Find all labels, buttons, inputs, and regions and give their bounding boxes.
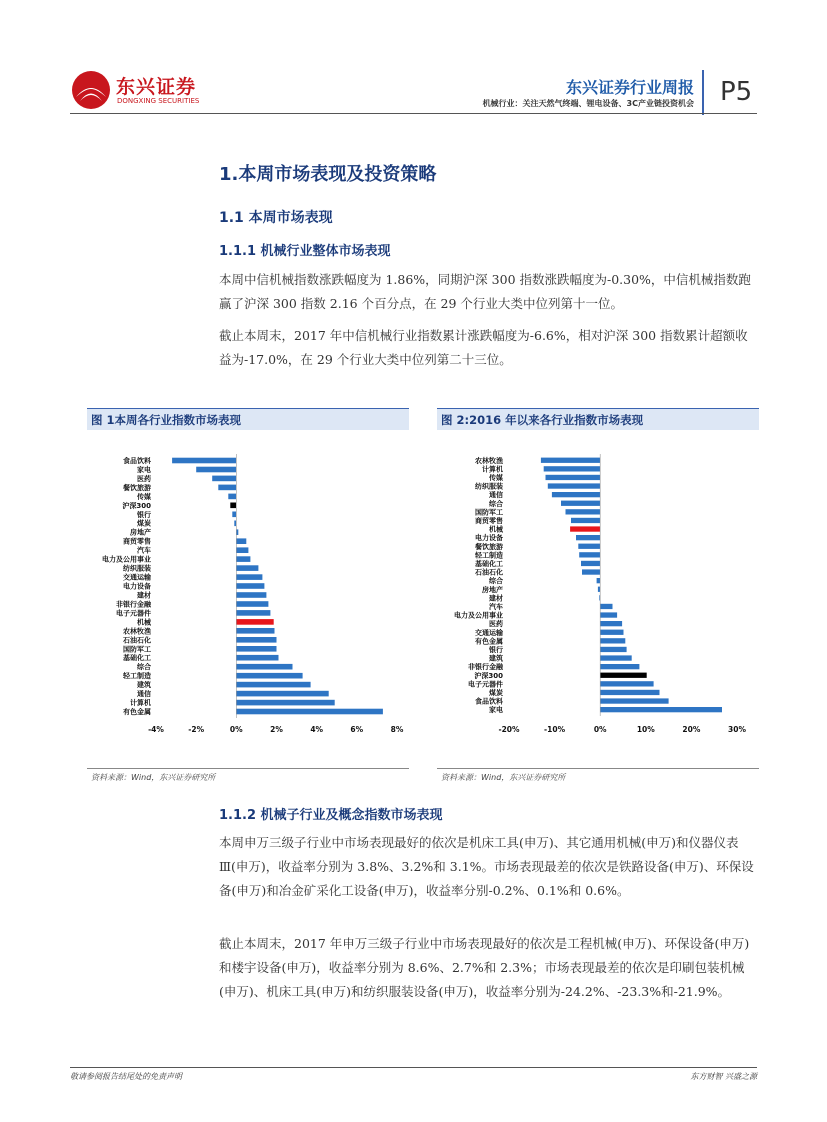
bar-29 [236,709,383,715]
bar-9 [570,526,600,531]
bar-18 [236,610,270,616]
bar-1 [541,458,600,463]
report-title: 东兴证券行业周报 [565,78,694,97]
category-label-2: 计算机 [482,465,503,474]
category-label-21: 石油石化 [123,636,151,645]
paragraph-3: 本周申万三级子行业中市场表现最好的依次是机床工具(申万)、其它通用机械(申万)和仪器仪表Ⅲ(申万)，收益率分别为 3.8%、3.2%和 3.1%。市场表现最差的依次是铁路设备(申万)、环保设备(申万)和冶金矿采化工设备(申万)，收益率分别-0.2%、0.1%和 0.6%。 [219,835,754,898]
paragraph-1: 本周中信机械指数涨跌幅度为 1.86%，同期沪深 300 指数涨跌幅度为-0.30%，中信机械指数跑赢了沪深 300 指数 2.16 个百分点，在 29 个行业大类中位列第十一位。 [219,272,751,311]
category-label-6: 综合 [489,499,503,508]
category-label-19: 电力及公用事业 [454,611,503,620]
x-tick-label-1: -4% [148,725,164,734]
figure-1-title: 图 1本周各行业指数市场表现 [91,413,242,427]
category-label-16: 房地产 [482,585,503,594]
report-subtitle: 机械行业：关注天然气终端、锂电设备、3C产业链投资机会 [482,99,694,108]
bar-27 [600,681,653,686]
logo-text: 东兴证券 [116,76,197,98]
category-label-22: 国防军工 [123,645,151,654]
x-tick-label-7: 8% [390,725,404,734]
logo-emblem-icon [70,70,112,110]
category-label-27: 电子元器件 [468,680,503,689]
category-label-15: 电力设备 [123,582,151,591]
category-label-9: 机械 [489,525,503,534]
header-rule [70,113,757,114]
bar-15 [236,583,264,589]
category-label-2: 家电 [137,465,151,474]
bar-13 [581,561,600,566]
sub-subsection-heading-1: 1.1.1 机械行业整体市场表现 [219,244,391,259]
x-tick-label-2: -10% [544,725,566,734]
bar-24 [236,664,292,670]
bar-23 [600,647,626,652]
footer-disclaimer: 敬请参阅报告结尾处的免责声明 [70,1072,182,1081]
category-label-22: 有色金属 [475,637,503,646]
category-label-17: 非银行金融 [116,600,151,609]
bar-20 [236,628,274,634]
figure-1-source-rule [87,768,409,769]
category-label-14: 交通运输 [123,573,151,582]
category-label-13: 基础化工 [475,560,503,568]
category-label-20: 医药 [489,620,503,629]
bar-12 [579,552,600,557]
category-label-30: 家电 [489,706,503,715]
bar-5 [552,492,600,497]
bar-8 [571,518,600,523]
x-tick-label-4: 10% [636,725,655,734]
category-label-12: 电力及公用事业 [102,555,151,564]
figure-2-source: 资料来源：Wind，东兴证券研究所 [441,773,566,782]
figure-2-source-rule [437,768,759,769]
bar-22 [236,646,276,652]
bar-21 [600,630,623,635]
chart-1 [87,440,409,740]
bar-10 [576,535,600,540]
category-label-28: 煤炭 [489,689,503,697]
category-label-12: 轻工制造 [475,551,503,560]
figure-1-source: 资料来源：Wind，东兴证券研究所 [91,773,216,782]
x-tick-label-6: 30% [728,725,746,734]
bar-3 [212,476,236,482]
bar-4 [218,485,236,491]
category-label-10: 电力设备 [475,534,503,543]
bar-6 [561,501,600,506]
category-label-6: 沪深300 [122,501,151,510]
category-label-21: 交通运输 [475,628,503,637]
category-label-11: 餐饮旅游 [475,542,503,551]
x-tick-label-1: -20% [498,725,520,734]
category-label-29: 食品饮料 [475,697,503,706]
x-tick-label-4: 2% [270,725,283,734]
bar-2 [196,467,236,473]
category-label-7: 银行 [137,510,151,519]
category-label-26: 建筑 [137,681,151,690]
category-label-1: 食品饮料 [123,457,151,465]
x-tick-label-6: 6% [350,725,364,734]
category-label-1: 农林牧渔 [475,456,503,465]
bar-1 [172,458,236,464]
bar-10 [236,538,246,544]
figure-2-title: 图 2:2016 年以来各行业指数市场表现 [441,413,644,427]
bar-26 [600,673,647,678]
bar-12 [236,556,250,562]
bar-28 [236,700,334,706]
x-tick-label-3: 0% [229,725,243,734]
bar-5 [228,494,236,500]
category-label-16: 建材 [137,591,151,600]
footer-slogan: 东方财智 兴盛之源 [690,1072,757,1081]
x-tick-label-3: 0% [593,725,607,734]
category-label-4: 纺织服装 [475,482,503,491]
bar-25 [236,673,302,679]
category-label-10: 商贸零售 [123,537,151,546]
bar-6 [230,503,236,509]
bar-20 [600,621,622,626]
bar-3 [546,475,601,480]
bar-30 [600,707,722,712]
subsection-heading: 1.1 本周市场表现 [219,210,333,226]
category-label-8: 煤炭 [137,519,151,528]
bar-19 [236,619,273,625]
paragraph-4: 截止本周末，2017 年申万三级子行业中市场表现最好的依次是工程机械(申万)、环保设备(申万)和楼宇设备(申万)，收益率分别为 8.6%、2.7%和 2.3%；市场表现最差的依次是印刷包装机械(申万)、机床工具(申万)和纺织服装设备(申万)，收益率分别为-24.2%、-23.3%和-21.9%。 [219,936,750,999]
category-label-23: 基础化工 [123,654,151,663]
bar-14 [582,569,600,574]
footer-rule [70,1067,757,1068]
bar-14 [236,574,262,580]
bar-4 [548,483,600,488]
category-label-17: 建材 [489,594,503,603]
x-tick-label-2: -2% [188,725,205,734]
category-label-11: 汽车 [137,546,151,555]
category-label-18: 电子元器件 [116,609,151,618]
bar-11 [578,544,600,549]
category-label-3: 医药 [137,474,151,483]
category-label-3: 传媒 [489,474,503,482]
category-label-20: 农林牧渔 [123,627,151,636]
x-tick-label-5: 4% [310,725,324,734]
category-label-23: 银行 [489,646,503,654]
category-label-14: 石油石化 [475,568,503,577]
bar-19 [600,612,617,617]
bar-25 [600,664,639,669]
bar-18 [600,604,612,609]
header-divider [702,70,704,115]
category-label-24: 建筑 [489,654,503,663]
bar-11 [236,547,248,553]
category-label-25: 轻工制造 [123,672,151,681]
category-label-4: 餐饮旅游 [123,483,151,492]
category-label-26: 沪深300 [474,671,503,680]
bar-7 [232,512,236,518]
section-heading: 1.本周市场表现及投资策略 [219,164,437,185]
category-label-29: 有色金属 [123,708,151,716]
category-label-8: 商贸零售 [475,517,503,525]
category-label-15: 综合 [489,577,503,586]
bar-13 [236,565,258,571]
category-label-7: 国防军工 [475,508,503,517]
bar-23 [236,655,278,661]
bar-2 [544,466,601,471]
x-tick-label-5: 20% [682,725,701,734]
bar-27 [236,691,328,697]
paragraph-2: 截止本周末，2017 年中信机械行业指数累计涨跌幅度为-6.6%，相对沪深 300 指数累计超额收益为-17.0%，在 29 个行业大类中位列第二十三位。 [219,328,748,367]
bar-22 [600,638,625,643]
bar-28 [600,690,659,695]
category-label-28: 计算机 [130,699,151,708]
bar-17 [236,601,268,607]
chart-2 [437,440,759,740]
bar-7 [566,509,601,514]
category-label-24: 综合 [137,663,151,672]
logo-subtext: DONGXING SECURITIES [117,97,200,105]
bar-24 [600,655,632,660]
category-label-9: 房地产 [130,528,151,537]
page-number: P5 [720,77,753,107]
bar-15 [597,578,601,583]
category-label-25: 非银行金融 [468,663,503,672]
bar-26 [236,682,310,688]
category-label-13: 纺织服装 [123,564,151,573]
category-label-5: 传媒 [137,492,151,501]
category-label-19: 机械 [137,618,151,627]
category-label-18: 汽车 [489,603,503,611]
category-label-5: 通信 [489,491,503,500]
bar-16 [236,592,266,598]
category-label-27: 通信 [137,690,151,699]
bar-29 [600,698,668,703]
sub-subsection-heading-2: 1.1.2 机械子行业及概念指数市场表现 [219,808,443,823]
bar-21 [236,637,276,643]
bar-16 [598,587,600,592]
